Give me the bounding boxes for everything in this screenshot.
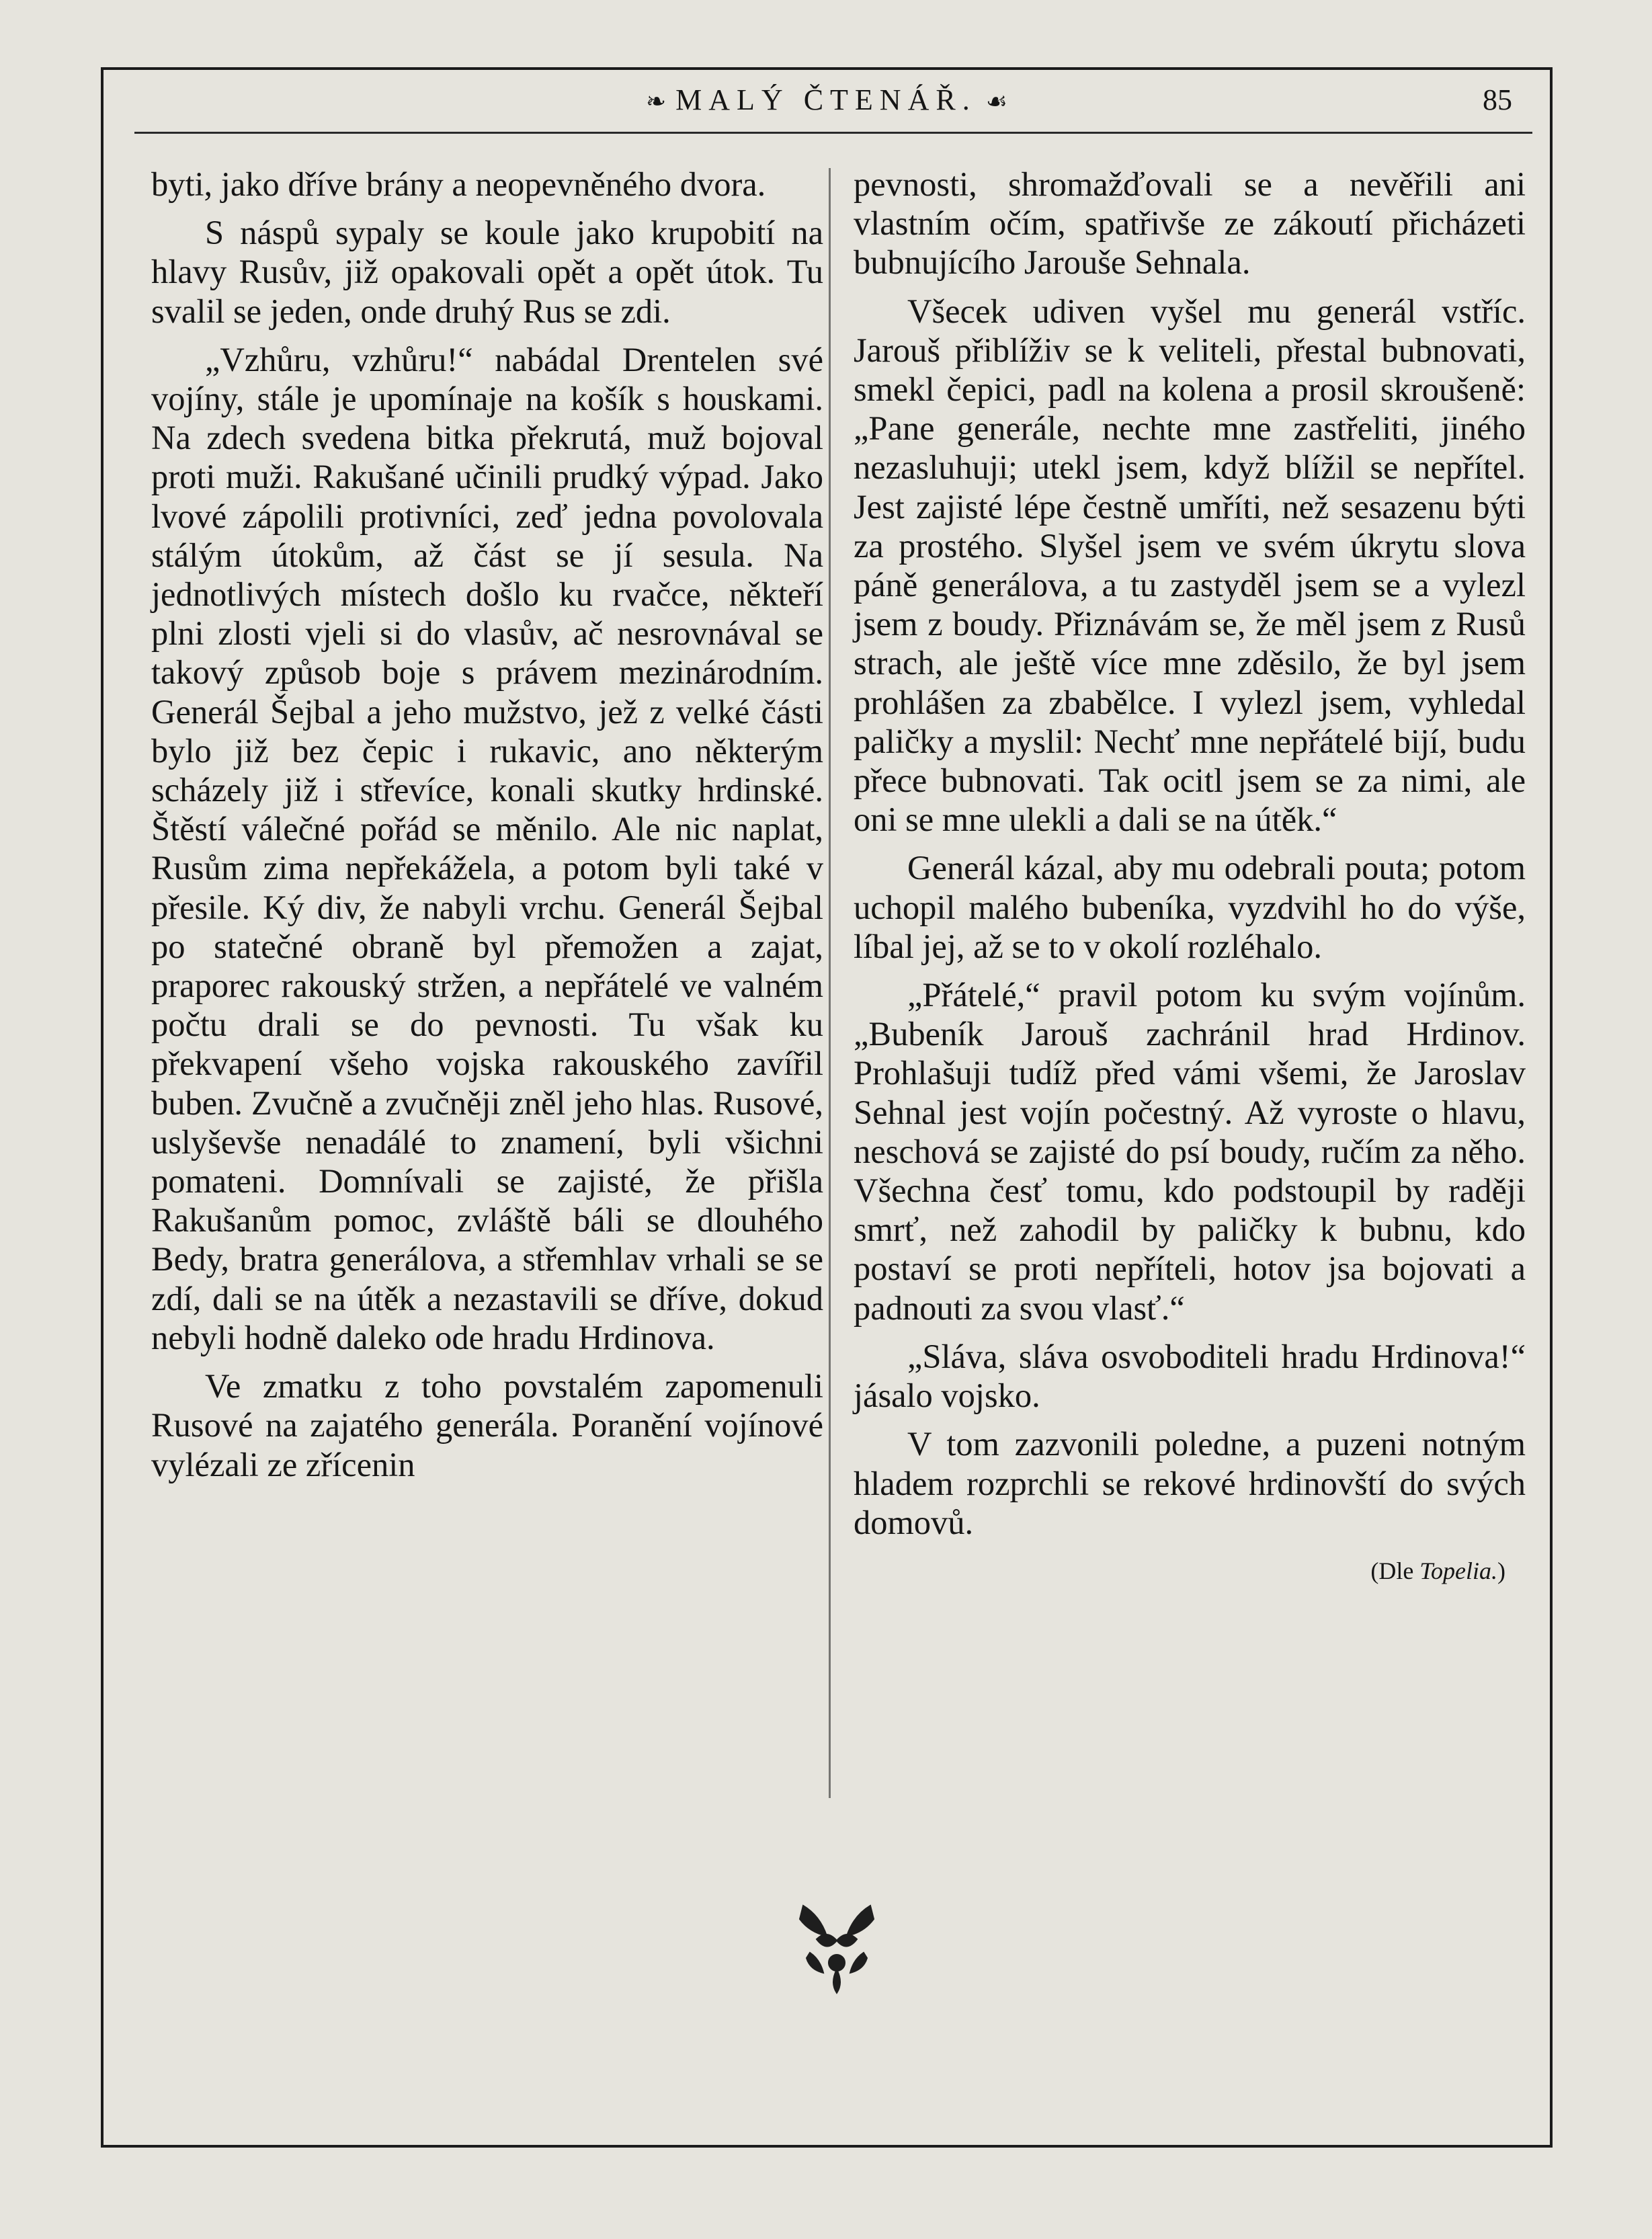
paragraph: „Přátelé,“ pravil potom ku svým vojínům. „Bubeník Jarouš zachránil hrad Hrdinov. Prohlašuji tudíž před vámi všemi, že Jaroslav Sehnal jest vojín počestný. Až vyroste o hlavu, neschová se zajisté do psí boudy, ručím za něho. Všechna česť tomu, kdo podstoupil by raději smrť, než zahodil by paličky k bubnu, kdo postaví se proti nepříteli, hotov jsa bojovati a padnouti za svou vlasť.“	[854, 976, 1526, 1327]
floral-ornament-icon: ❧	[645, 88, 667, 115]
paragraph: pevnosti, shromažďovali se a nevěřili ani vlastním očím, spatřivše ze zákoutí přicházeti bubnujícího Jarouše Sehnala.	[854, 165, 1526, 282]
attribution-prefix: (Dle	[1370, 1557, 1414, 1584]
attribution-suffix: )	[1497, 1557, 1505, 1584]
paragraph: V tom zazvonili poledne, a puzeni notným hladem rozprchli se rekové hrdinovští do svých domovů.	[854, 1425, 1526, 1541]
left-column	[151, 165, 823, 1494]
page-number: 85	[1483, 83, 1512, 116]
paragraph: „Vzhůru, vzhůru!“ nabádal Drentelen své vojíny, stále je upomínaje na košík s houskami. Na zdech svedena bitka překrutá, muž bojoval proti muži. Rakušané učinili prudký výpad. Jako lvové zápolili protivníci, zeď jedna povolovala stálým útokům, až část se jí sesula. Na jednotlivých místech došlo ku rvačce, někteří plni zlosti vjeli si do vlasův, ač nesrovnával se takový způsob boje s právem mezinárodním. Generál Šejbal a jeho mužstvo, jež z velké části bylo již bez čepic i rukavic, ano některým scházely již i střevíce, konali skutky hrdinské. Štěstí válečné pořád se měnilo. Ale nic naplat, Rusům zima nepřekážela, a potom byli také v přesile. Ký div, že nabyli vrchu. Generál Šejbal po statečné obraně byl přemožen a zajat, praporec rakouský stržen, a nepřátelé ve valném počtu drali se do pevnosti. Tu však ku překvapení všeho vojska rakouského zavířil buben. Zvučně a zvučněji zněl jeho hlas. Rusové, uslyševše nenadálé to znamení, byli všichni pomateni. Domnívali se zajisté, že přišla Rakušanům pomoc, zvláště báli se dlouhého Bedy, bratra generálova, a střemhlav vrhali se se zdí, dali se na útěk a nezastavili se dříve, dokud nebyli hodně daleko ode hradu Hrdinova.	[151, 340, 823, 1356]
header-rule	[134, 132, 1532, 134]
page-header	[121, 77, 1532, 138]
paragraph: „Sláva, sláva osvoboditeli hradu Hrdinova!“ jásalo vojsko.	[854, 1337, 1526, 1415]
paragraph: S náspů sypaly se koule jako krupobití na hlavy Rusův, již opakovali opět a opět útok. Tu svalil se jeden, onde druhý Rus se zdi.	[151, 214, 823, 330]
paragraph: Generál kázal, aby mu odebrali pouta; potom uchopil malého bubeníka, vyzdvihl ho do výše, líbal jej, až se to v okolí rozléhalo.	[854, 849, 1526, 965]
floral-vignette-icon	[790, 1899, 884, 2000]
column-divider	[829, 168, 831, 1798]
running-title	[121, 83, 1532, 117]
paragraph: Všecek udiven vyšel mu generál vstříc. Jarouš přiblíživ se k veliteli, přestal bubnovati, smekl čepici, padl na kolena a prosil skroušeně: „Pane generále, nechte mne zastřeliti, jiného nezasluhuji; utekl jsem, když blížil se nepřítel. Jest zajisté lépe čestně umříti, než sesazenu býti za prostého. Slyšel jsem ve svém úkrytu slova páně generálova, a tu zastyděl jsem se a vylezl jsem z boudy. Přiznávám se, že měl jsem z Rusů strach, ale ještě více mne zděsilo, že byl jsem prohlášen za zbabělce. I vylezl jsem, vyhledal paličky a myslil: Nechť mne nepřátelé bijí, budu přece bubnovati. Tak ocitl jsem se za nimi, ale oni se mne ulekli a dali se na útěk.“	[854, 292, 1526, 839]
right-column	[854, 165, 1526, 1590]
attribution	[854, 1551, 1526, 1590]
paragraph: Ve zmatku z toho povstalém zapomenuli Rusové na zajatého generála. Poranění vojínové vylézali ze zřícenin	[151, 1367, 823, 1483]
magazine-title: MALÝ ČTENÁŘ.	[675, 83, 977, 116]
paragraph: byti, jako dříve brány a neopevněného dvora.	[151, 165, 766, 203]
attribution-author: Topelia.	[1419, 1557, 1497, 1584]
floral-ornament-icon: ☙	[985, 88, 1007, 115]
